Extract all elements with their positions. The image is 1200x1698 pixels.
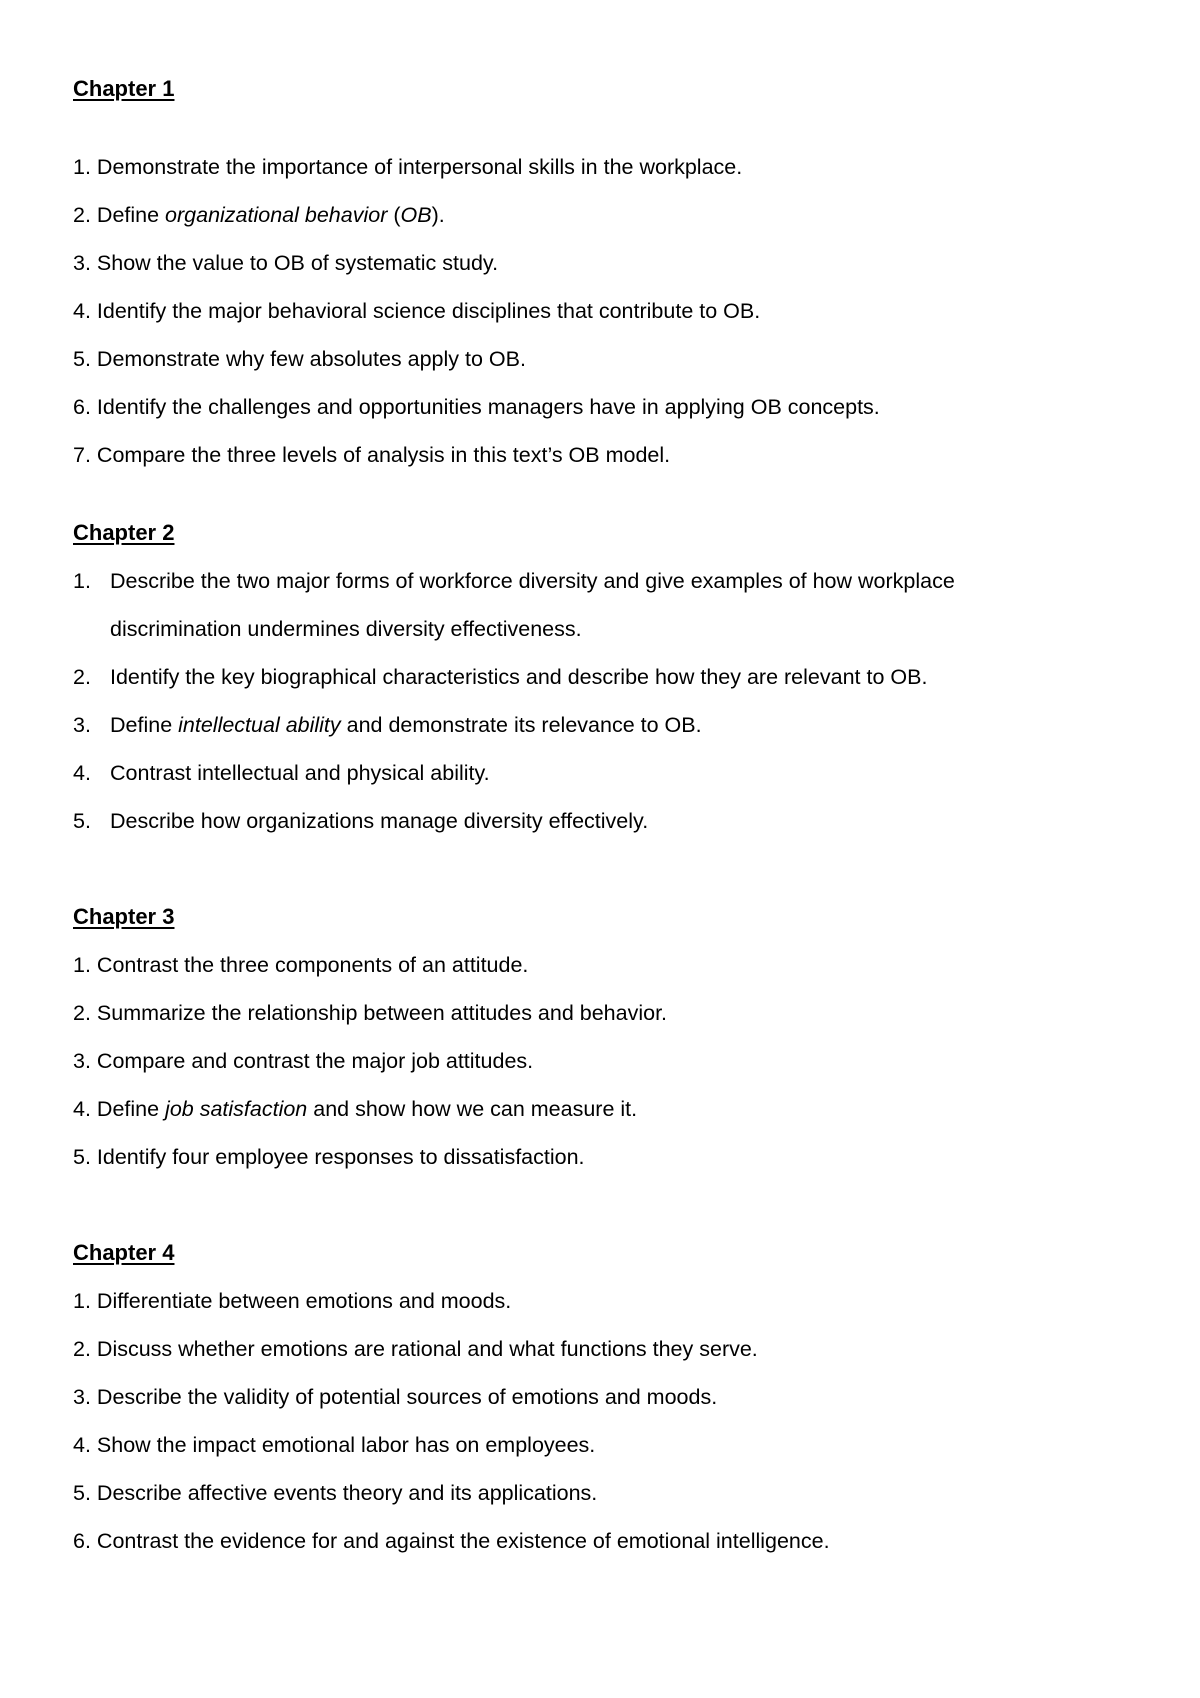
chapter-1-item-6 xyxy=(73,392,880,422)
item-text: Define xyxy=(96,203,166,227)
item-text: ( xyxy=(387,203,401,227)
item-text: Show the value to OB of systematic study. xyxy=(96,251,499,275)
item-number: 3. xyxy=(73,713,91,737)
chapter-4-item-1 xyxy=(73,1286,511,1316)
item-text: and show how we can measure it. xyxy=(307,1097,638,1121)
chapter-4-heading: Chapter 4 xyxy=(73,1240,175,1265)
item-text: Identify the major behavioral science disciplines that contribute to OB. xyxy=(96,299,761,323)
item-text: Demonstrate the importance of interpersonal skills in the workplace. xyxy=(96,155,743,179)
item-number: 1. xyxy=(73,1289,91,1313)
chapter-1-item-7 xyxy=(73,440,670,470)
item-number: 5. xyxy=(73,809,91,833)
chapter-3-item-5 xyxy=(73,1142,585,1172)
chapter-4-item-4 xyxy=(73,1430,595,1460)
chapter-2-item-3 xyxy=(73,710,702,740)
chapter-2-item-1-continuation: discrimination undermines diversity effectiveness. xyxy=(110,617,582,641)
item-number: 4. xyxy=(73,1097,91,1121)
item-number: 2. xyxy=(73,1337,91,1361)
item-number: 5. xyxy=(73,1481,91,1505)
chapter-4-item-2 xyxy=(73,1334,758,1364)
item-number: 5. xyxy=(73,347,91,371)
item-italic-term: intellectual ability xyxy=(178,713,341,737)
chapter-4-item-6 xyxy=(73,1526,830,1556)
chapter-3-item-3 xyxy=(73,1046,533,1076)
item-text: ). xyxy=(431,203,445,227)
chapter-2-heading: Chapter 2 xyxy=(73,520,175,545)
item-text: Contrast intellectual and physical ability. xyxy=(110,761,490,785)
chapter-2-item-5 xyxy=(73,806,648,836)
item-number: 1. xyxy=(73,569,91,593)
item-text: Contrast the three components of an attitude. xyxy=(96,953,529,977)
item-text: Identify the key biographical characteristics and describe how they are relevant to OB. xyxy=(110,665,928,689)
item-text: Describe affective events theory and its applications. xyxy=(96,1481,598,1505)
item-text: Describe the two major forms of workforce diversity and give examples of how workplace xyxy=(110,569,955,593)
item-number: 3. xyxy=(73,1049,91,1073)
item-number: 4. xyxy=(73,299,91,323)
item-text: and demonstrate its relevance to OB. xyxy=(340,713,702,737)
item-text: Define xyxy=(110,713,179,737)
item-number: 4. xyxy=(73,1433,91,1457)
item-text: Compare and contrast the major job attitudes. xyxy=(96,1049,534,1073)
item-number: 2. xyxy=(73,665,91,689)
item-text: Identify the challenges and opportunities managers have in applying OB concepts. xyxy=(96,395,880,419)
chapter-3-heading: Chapter 3 xyxy=(73,904,175,929)
chapter-2-item-2 xyxy=(73,662,927,692)
item-text: Summarize the relationship between attitudes and behavior. xyxy=(96,1001,668,1025)
item-number: 2. xyxy=(73,1001,91,1025)
chapter-1-item-3 xyxy=(73,248,498,278)
item-text: Identify four employee responses to dissatisfaction. xyxy=(96,1145,585,1169)
chapter-3-item-4 xyxy=(73,1094,637,1124)
chapter-1-item-2 xyxy=(73,200,445,230)
item-number: 6. xyxy=(73,1529,91,1553)
item-text: Compare the three levels of analysis in this text’s OB model. xyxy=(96,443,671,467)
chapter-1-item-1 xyxy=(73,152,742,182)
item-italic-term: OB xyxy=(400,203,432,227)
chapter-3-item-1 xyxy=(73,950,528,980)
chapter-4-item-5 xyxy=(73,1478,597,1508)
item-text: Describe the validity of potential sources of emotions and moods. xyxy=(96,1385,718,1409)
item-italic-term: organizational behavior xyxy=(165,203,388,227)
item-text: Describe how organizations manage diversity effectively. xyxy=(110,809,649,833)
item-number: 1. xyxy=(73,953,91,977)
item-number: 6. xyxy=(73,395,91,419)
chapter-4-item-3 xyxy=(73,1382,717,1412)
item-text: Differentiate between emotions and moods. xyxy=(96,1289,512,1313)
item-number: 4. xyxy=(73,761,91,785)
chapter-1-heading: Chapter 1 xyxy=(73,76,175,101)
item-text: Discuss whether emotions are rational and what functions they serve. xyxy=(96,1337,758,1361)
item-number: 2. xyxy=(73,203,91,227)
chapter-1-item-5 xyxy=(73,344,526,374)
item-text: Contrast the evidence for and against the existence of emotional intelligence. xyxy=(96,1529,830,1553)
item-number: 3. xyxy=(73,1385,91,1409)
chapter-2-item-4 xyxy=(73,758,490,788)
item-text: Define xyxy=(96,1097,166,1121)
chapter-1-item-4 xyxy=(73,296,760,326)
item-text: Demonstrate why few absolutes apply to OB. xyxy=(96,347,526,371)
item-text: Show the impact emotional labor has on employees. xyxy=(96,1433,596,1457)
item-italic-term: job satisfaction xyxy=(165,1097,308,1121)
item-number: 3. xyxy=(73,251,91,275)
item-number: 5. xyxy=(73,1145,91,1169)
item-number: 7. xyxy=(73,443,91,467)
item-number: 1. xyxy=(73,155,91,179)
chapter-2-item-1 xyxy=(73,566,955,596)
chapter-3-item-2 xyxy=(73,998,667,1028)
